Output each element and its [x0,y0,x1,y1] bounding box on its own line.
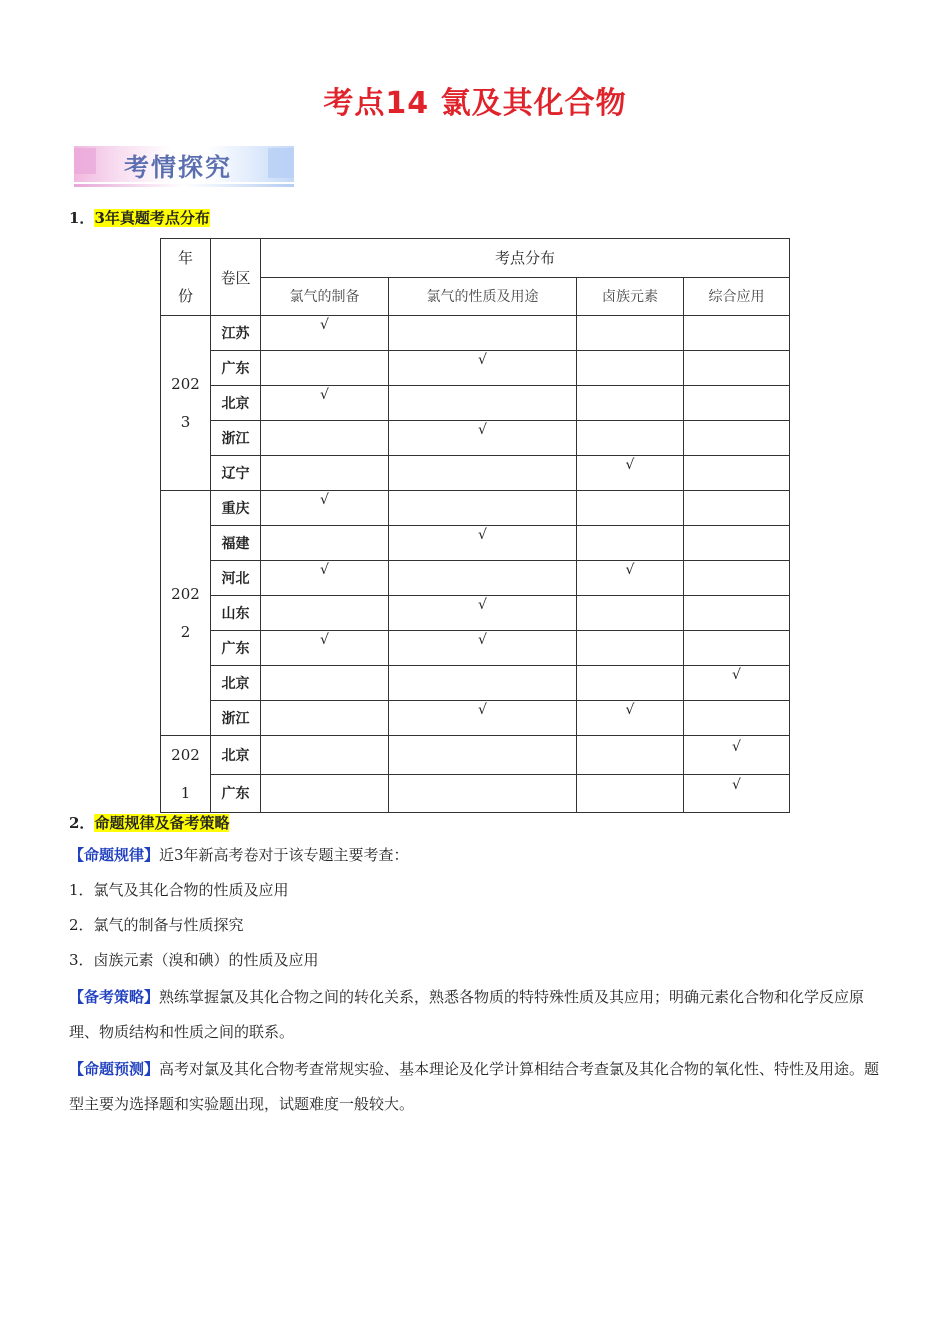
check-mark: √ [320,492,329,508]
check-mark: √ [478,702,487,718]
section-banner [74,146,294,188]
table-row [161,774,790,813]
topic-cell [261,736,389,775]
region-header: 卷区 [211,239,261,316]
topic-cell [389,736,577,775]
topic-cell [684,526,790,561]
topic-cell [577,491,684,526]
topic-cell [261,701,389,736]
topic-cell [389,561,577,596]
year-cell [161,316,211,491]
forecast-paragraph [69,1052,889,1122]
banner-left-square [74,148,96,174]
check-mark: √ [625,457,635,473]
region-cell: 北京 [211,386,261,421]
year-cell-bottom: 3 [180,413,191,431]
heading-distribution [69,207,210,228]
topic-cell [684,491,790,526]
strategy-paragraph [69,980,889,1050]
heading-text: 命题规律及备考策略 [94,814,230,832]
region-cell: 山东 [211,596,261,631]
topic-cell [389,421,577,456]
topic-cell [684,421,790,456]
topic-cell [261,526,389,561]
year-cell [161,736,211,813]
rule-item: 1．氯气及其化合物的性质及应用 [69,881,289,899]
topic-cell [577,351,684,386]
check-mark: √ [478,597,487,613]
year-cell [161,491,211,736]
heading-strategy [69,812,229,833]
topic-cell [261,596,389,631]
region-cell: 广东 [211,351,261,386]
topic-cell [389,631,577,666]
year-header-top: 年 [177,249,193,267]
forecast-tag: 【命题预测】 [69,1060,160,1078]
topic-cell [577,774,684,813]
region-cell: 福建 [211,526,261,561]
topic-cell [389,456,577,491]
table-row [161,666,790,701]
topic-cell [577,386,684,421]
topic-cell [389,386,577,421]
check-mark: √ [732,777,741,794]
region-cell: 北京 [211,736,261,775]
heading-number: 2． [69,814,95,832]
topic-header: 氯气的性质及用途 [389,277,577,316]
topic-cell [577,631,684,666]
topic-cell [577,736,684,775]
year-cell-top: 202 [171,585,200,603]
heading-number: 1． [69,209,95,227]
strategy-text: 熟练掌握氯及其化合物之间的转化关系，熟悉各物质的特特殊性质及其应用；明确元素化合物和化学反应原理、物质结构和性质之间的联系。 [69,988,865,1041]
check-mark: √ [478,527,487,543]
heading-text: 3年真题考点分布 [94,209,210,227]
topic-cell [577,701,684,736]
region-cell: 广东 [211,631,261,666]
topic-cell [684,736,790,775]
check-mark: √ [732,667,741,683]
topic-cell [389,666,577,701]
rule-item: 3．卤族元素（溴和碘）的性质及应用 [69,951,319,969]
table-row [161,386,790,421]
page-title: 考点14 氯及其化合物 [323,86,627,121]
topic-cell [684,701,790,736]
topic-cell [577,526,684,561]
check-mark: √ [732,738,741,755]
banner-title: 考情探究 [124,153,233,182]
topic-cell [261,491,389,526]
table-row [161,456,790,491]
topic-cell [684,351,790,386]
rule-paragraph [69,838,889,873]
topic-cell [684,631,790,666]
rule-text: 近3年新高考卷对于该专题主要考查： [159,846,409,864]
topic-cell [577,456,684,491]
topic-cell [389,491,577,526]
topic-cell [577,666,684,701]
region-cell: 重庆 [211,491,261,526]
check-mark: √ [478,632,487,648]
check-mark: √ [478,352,487,368]
topic-cell [261,421,389,456]
forecast-text: 高考对氯及其化合物考查常规实验、基本理论及化学计算相结合考查氯及其化合物的氧化性、特性及用途。题型主要为选择题和实验题出现，试题难度一般较大。 [69,1060,880,1113]
check-mark: √ [625,562,635,578]
table-row [161,421,790,456]
rule-item: 2．氯气的制备与性质探究 [69,916,244,934]
topic-cell [577,421,684,456]
topic-header: 卤族元素 [577,277,684,316]
topic-cell [261,351,389,386]
rule-tag: 【命题规律】 [69,846,160,864]
topic-cell [684,596,790,631]
topic-cell [261,666,389,701]
topic-cell [261,774,389,813]
topic-group-header: 考点分布 [261,239,790,278]
table-row [161,491,790,526]
table-row [161,596,790,631]
year-cell-top: 202 [171,375,200,393]
year-header-bottom: 份 [177,287,193,305]
table-row [161,316,790,351]
topic-cell [577,596,684,631]
topic-cell [261,561,389,596]
topic-cell [261,386,389,421]
check-mark: √ [320,632,329,648]
topic-header: 综合应用 [684,277,790,316]
check-mark: √ [320,562,329,578]
year-cell-bottom: 1 [180,784,191,802]
topic-cell [261,316,389,351]
topic-cell [577,561,684,596]
topic-header: 氯气的制备 [261,277,389,316]
topic-cell [389,316,577,351]
region-cell: 河北 [211,561,261,596]
table-row [161,701,790,736]
table-row [161,631,790,666]
region-cell: 北京 [211,666,261,701]
topic-cell [684,386,790,421]
region-cell: 江苏 [211,316,261,351]
topic-cell [389,701,577,736]
check-mark: √ [320,317,329,333]
strategy-tag: 【备考策略】 [69,988,160,1006]
table-row [161,351,790,386]
topic-cell [577,316,684,351]
topic-cell [389,351,577,386]
check-mark: √ [625,702,635,718]
topic-cell [389,774,577,813]
check-mark: √ [478,422,487,438]
region-cell: 辽宁 [211,456,261,491]
topic-cell [684,561,790,596]
region-cell: 浙江 [211,701,261,736]
check-mark: √ [320,387,329,403]
topic-cell [684,456,790,491]
region-cell: 浙江 [211,421,261,456]
topic-cell [684,666,790,701]
region-cell: 广东 [211,774,261,813]
distribution-table [160,238,790,813]
year-header [161,239,211,316]
topic-cell [389,596,577,631]
year-cell-bottom: 2 [180,623,191,641]
banner-right-square [268,148,294,178]
banner-underline [74,184,294,187]
table-row [161,561,790,596]
table-row [161,526,790,561]
topic-cell [261,456,389,491]
topic-cell [261,631,389,666]
table-row [161,736,790,775]
year-cell-top: 202 [171,746,200,764]
topic-cell [684,316,790,351]
topic-cell [684,774,790,813]
topic-cell [389,526,577,561]
